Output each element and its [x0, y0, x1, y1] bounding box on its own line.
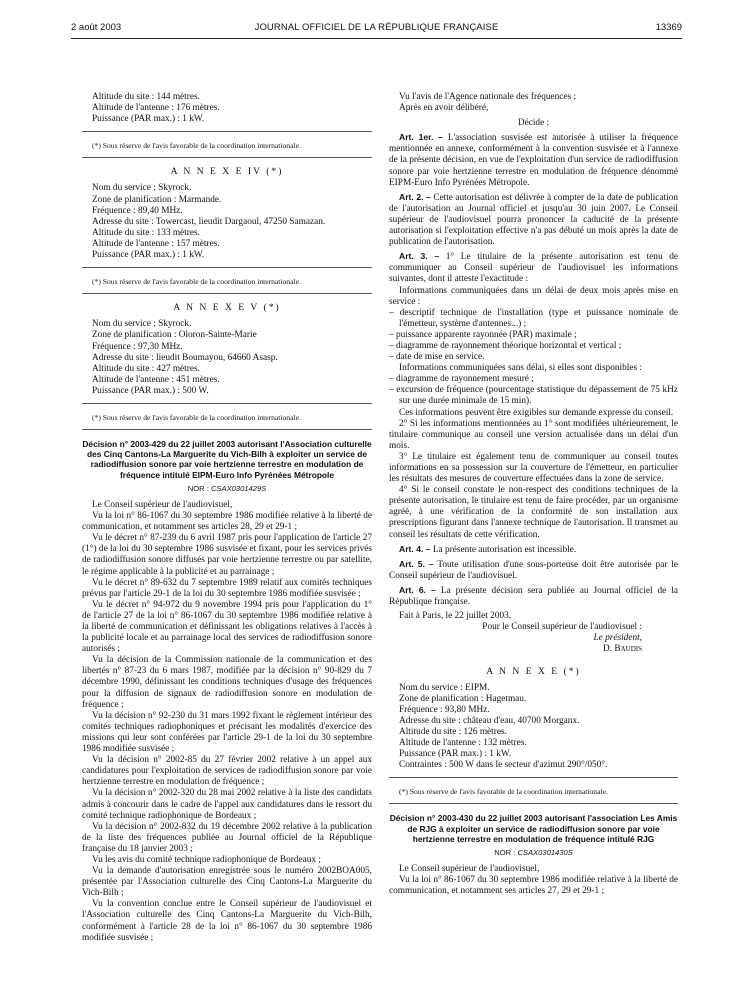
recital: Vu la décision n° 2002-85 du 27 février 2002 relative à un appel aux candidatures pour l'exploitation de services de radiodiffusion sonore par voie hertzienne terrestre en modulation de fréquence ;	[82, 755, 372, 788]
nor-label: NOR :	[187, 483, 209, 493]
page-number: 13369	[655, 22, 682, 33]
annexe-v-line: Nom du service : Skyrock.	[92, 319, 192, 330]
journal-title: JOURNAL OFFICIEL DE LA RÉPUBLIQUE FRANÇAISE	[254, 22, 499, 33]
done-at: Fait à Paris, le 22 juillet 2003.	[399, 611, 512, 622]
intro-line: Après en avoir délibéré,	[399, 103, 489, 114]
note-divider	[82, 429, 372, 430]
recital: Vu la décision n° 2002-320 du 28 mai 2002 relative à la liste des candidats admis à concourir dans le cadre de l'appel aux candidatures dans le ressort du comité technique radiophonique de Bordeaux ;	[82, 788, 372, 821]
annexe-v-title: A N N E X E V (*)	[173, 302, 281, 314]
article-paragraph: 3° Le titulaire est également tenu de communiquer au conseil toutes informations en sa possession sur la couverture de l'émetteur, en particulier les résultats des mesures de couverture effectuées dans la zone de service.	[389, 451, 678, 485]
article-1-label: Art. 1er. –	[399, 132, 444, 143]
note-divider	[82, 131, 372, 132]
decision-2-title: Décision n° 2003-430 du 22 juillet 2003 autorisant l'association Les Amis de RJG à exploiter un service de radiodiffusion sonore par voie hertzienne terrestre en modulation de fréquence intitulé RJG	[389, 813, 678, 844]
annexe-iv-line: Fréquence : 89,40 MHz.	[92, 205, 183, 216]
article-4-text: La présente autorisation est incessible.	[432, 544, 577, 555]
decide-heading: Décide :	[517, 118, 550, 129]
article-1	[389, 132, 678, 188]
annexe-line: Zone de planification : Hagetmau.	[399, 693, 527, 704]
nor-reference	[82, 483, 372, 494]
recital: Vu la décision de la Commission nationale de la communication et des libertés n° 87-23 du 6 mars 1987, modifiée par la décision n° 90-829 du 7 décembre 1990, définissant les conditions techniques d'usage des fréquences pour la diffusion de signaux de radiodiffusion sonore en modulation de fréquence ;	[82, 655, 372, 710]
header-date: 2 août 2003	[71, 22, 122, 33]
article-5-text: Toute utilisation d'une sous-porteuse doit être autorisée par le Conseil supérieur de l'audiovisuel.	[389, 559, 679, 581]
intro-line: Vu l'avis de l'Agence nationale des fréquences ;	[399, 92, 577, 102]
annexe-line: Puissance (PAR max.) : 1 kW.	[399, 749, 512, 760]
article-2-text: Cette autorisation est délivrée à compter de la date de publication de l'autorisation au Journal officiel et jusqu'au 30 juin 2007. Le Conseil supérieur de l'audiovisuel pourra prononcer la caducité de la présente autorisation si l'exploitation effective n'a pas débuté un mois après la date de publication de l'autorisation.	[389, 192, 678, 248]
nor-code: CSAX0301429S	[210, 483, 267, 493]
footnote: (*) Sous réserve de l'avis favorable de la coordination internationale.	[92, 141, 301, 151]
article-6-text: La présente décision sera publiée au Journal officiel de la République française.	[389, 585, 678, 608]
recital: Vu la loi n° 86-1067 du 30 septembre 1986 modifiée relative à la liberté de communication, et notamment ses articles 28, 29 et 29-1 ;	[82, 511, 372, 533]
list-item: – date de mise en service.	[389, 352, 485, 363]
recital: Vu le décret n° 89-632 du 7 septembre 1989 relatif aux comités techniques prévus par l'article 29-1 de la loi du 30 septembre 1986 modifiée susvisée ;	[82, 577, 372, 599]
article-paragraph: 4° Si le conseil constate le non-respect des conditions techniques de la présente autorisation, le titulaire est tenu de faire procéder, par un organisme agréé, à une vérification de la conformité de son installation aux prescriptions figurant dans l'annexe technique de l'autorisation. Il transmet au conseil les résultats de cette vérification.	[389, 485, 678, 540]
top-line: Altitude du site : 144 mètres.	[92, 92, 200, 102]
signature-role	[389, 633, 678, 644]
list-item: – diagramme de rayonnement mesuré ;	[389, 374, 534, 385]
article-3	[389, 251, 678, 285]
annexe-iv-line: Adresse du site : Towercast, lieudit Dargaoul, 47250 Samazan.	[92, 216, 326, 227]
recital: Vu la décision n° 2002-832 du 19 décembre 2002 relative à la publication de la liste des fréquences publiée au Journal officiel de la République française du 18 janvier 2003 ;	[82, 821, 372, 854]
annexe-line: Fréquence : 93,80 MHz.	[399, 704, 490, 715]
list-item: – puissance apparente rayonnée (PAR) maximale ;	[389, 329, 577, 340]
annexe-v-line: Altitude de l'antenne : 451 mètres.	[92, 374, 220, 385]
annexe-iv-line: Zone de planification : Marmande.	[92, 194, 222, 205]
article-6	[389, 585, 678, 608]
recital: Le Conseil supérieur de l'audiovisuel,	[92, 499, 233, 510]
list-item: – descriptif technique de l'installation (type et puissance nominale de l'émetteur, système d'antennes...) ;	[389, 307, 678, 329]
article-5	[389, 559, 678, 582]
article-2-label: Art. 2. –	[399, 191, 431, 202]
note-divider	[82, 403, 372, 404]
nor-code: CSAX0301430S	[517, 848, 573, 858]
right-column	[389, 92, 678, 897]
footnote: (*) Sous réserve de l'avis favorable de la coordination internationale.	[92, 277, 301, 287]
article-6-label: Art. 6. –	[399, 584, 436, 595]
note-divider	[82, 267, 372, 268]
recital: Vu la convention conclue entre le Conseil supérieur de l'audiovisuel et l'Association culturelle des Cinq Cantons-La Marguerite du Vich-Bilh, conformément à l'article 28 de la loi n° 86-1067 du 30 septembre 1986 modifiée susvisée ;	[82, 899, 372, 943]
signature-role-text: Le président,	[593, 633, 642, 644]
top-line: Puissance (PAR max.) : 1 kW.	[92, 114, 205, 125]
recital: Vu les avis du comité technique radiophonique de Bordeaux ;	[92, 854, 321, 865]
note-divider	[82, 157, 372, 158]
note-divider	[389, 777, 678, 778]
annexe-line: Adresse du site : château d'eau, 40700 Morganx.	[399, 715, 580, 726]
annexe-v-line: Adresse du site : lieudit Boumayou, 64660 Asasp.	[92, 352, 278, 363]
recital: Vu le décret n° 94-972 du 9 novembre 1994 pris pour l'application du 1° de l'article 27 de la loi n° 86-1067 du 30 septembre 1986 modifiée relative à la liberté de communication et définissant les obligations relatives à l'accès à la publicité locale et au parrainage local des services de radiodiffusion sonore autorisés ;	[82, 599, 372, 655]
annexe-line: Altitude du site : 126 mètres.	[399, 726, 507, 737]
annexe-v-line: Puissance (PAR max.) : 500 W.	[92, 385, 209, 396]
article-4-label: Art. 4. –	[399, 543, 431, 554]
article-3-label: Art. 3. –	[399, 251, 440, 262]
annexe-v-line: Zone de planification : Oloron-Sainte-Marie	[92, 330, 257, 341]
recital: Vu le décret n° 87-239 du 6 avril 1987 pris pour l'application de l'article 27 (1°) de la loi du 30 septembre 1986 susvisée et fixant, pour les services privés de radiodiffusion sonore diffusés par voie hertzienne terrestre ou par satellite, le régime applicable à la publicité et au parrainage ;	[82, 533, 372, 577]
annexe-line: Contraintes : 500 W dans le secteur d'azimut 290°/050°.	[399, 760, 608, 771]
list-item: – diagramme de rayonnement théorique horizontal et vertical ;	[389, 340, 622, 351]
footnote: (*) Sous réserve de l'avis favorable de la coordination internationale.	[399, 787, 608, 797]
annexe-iv-line: Nom du service : Skyrock.	[92, 183, 192, 194]
annexe-iv-line: Altitude du site : 133 mètres.	[92, 227, 200, 238]
signature-name: D. Baudis	[603, 644, 642, 655]
note-divider	[82, 293, 372, 294]
decision-title: Décision n° 2003-429 du 22 juillet 2003 autorisant l'Association culturelle des Cinq Cantons-La Marguerite du Vich-Bilh à exploiter un service de radiodiffusion sonore par voie hertzienne terrestre en modulation de fréquence intitulé EIPM-Euro Info Pyrénées Métropole	[82, 439, 372, 480]
annexe-line: Altitude de l'antenne : 132 mètres.	[399, 738, 527, 749]
recital: Vu la demande d'autorisation enregistrée sous le numéro 2002BOA005, présentée par l'Association culturelle des Cinq Cantons-La Marguerite du Vich-Bilh ;	[82, 866, 372, 899]
recital: Vu la loi n° 86-1067 du 30 septembre 1986 modifiée relative à la liberté de communication, et notamment ses articles 27, 29 et 29-1 ;	[389, 875, 678, 897]
info-heading: Informations communiquées dans un délai de deux mois après mise en service :	[389, 285, 678, 307]
list-item: – excursion de fréquence (pourcentage statistique du dépassement de 75 kHz sur une durée minimale de 15 min).	[389, 385, 678, 407]
article-2	[389, 192, 678, 248]
annexe-iv-title: A N N E X E IV (*)	[170, 166, 284, 178]
signature-for: Pour le Conseil supérieur de l'audiovisuel :	[482, 622, 642, 633]
nor-label: NOR :	[494, 848, 516, 858]
header-rule	[71, 38, 682, 39]
article-1-text: L'association susvisée est autorisée à utiliser la fréquence mentionnée en annexe, conformément à la convention susvisée et à l'annexe de la présente décision, en vue de l'exploitation d'un service de radiodiffusion sonore par voie hertzienne terrestre en modulation de fréquence dénommé EIPM-Euro Info Pyrénées Métropole.	[389, 133, 679, 188]
article-3-text: 1° Le titulaire de la présente autorisation est tenu de communiquer au Conseil supérieur de l'audiovisuel les informations suivantes, dont il atteste l'exactitude :	[389, 252, 678, 285]
annexe-iv-line: Puissance (PAR max.) : 1 kW.	[92, 250, 205, 261]
nor-reference-2	[389, 847, 678, 858]
article-5-label: Art. 5. –	[399, 558, 434, 569]
article-paragraph: 2° Si les informations mentionnées au 1° sont modifiées ultérieurement, le titulaire communique au conseil une version actualisée dans un délai d'un mois.	[389, 418, 678, 451]
recital: Le Conseil supérieur de l'audiovisuel,	[399, 864, 540, 875]
annexe-title: A N N E X E (*)	[486, 665, 581, 677]
note-divider	[389, 803, 678, 804]
info-heading: Informations communiquées sans délai, si elles sont disponibles :	[399, 363, 642, 374]
article-paragraph: Ces informations peuvent être exigibles sur demande expresse du conseil.	[399, 407, 674, 418]
left-column	[82, 92, 372, 944]
article-4	[389, 544, 678, 556]
footnote: (*) Sous réserve de l'avis favorable de la coordination internationale.	[92, 412, 301, 422]
annexe-v-line: Fréquence : 97,30 MHz.	[92, 341, 183, 352]
annexe-line: Nom du service : EIPM.	[399, 682, 490, 693]
recital: Vu la décision n° 92-230 du 31 mars 1992 fixant le règlement intérieur des comités techniques radiophoniques et précisant les modalités d'exercice des missions qui leur sont conférées par l'article 29-1 de la loi du 30 septembre 1986 modifiée susvisée ;	[82, 710, 372, 755]
page-header	[71, 22, 682, 36]
annexe-v-line: Altitude du site : 427 mètres.	[92, 363, 200, 374]
annexe-iv-line: Altitude de l'antenne : 157 mètres.	[92, 238, 220, 249]
top-line: Altitude de l'antenne : 176 mètres.	[92, 103, 220, 114]
